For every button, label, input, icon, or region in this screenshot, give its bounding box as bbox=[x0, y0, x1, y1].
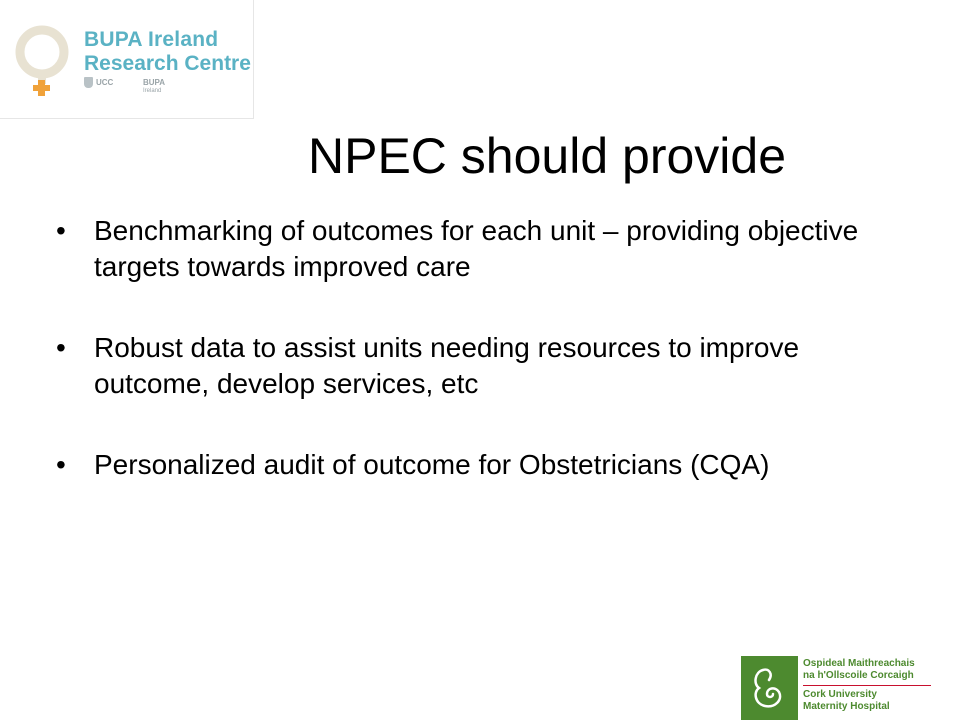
hospital-name-english-line1: Cork University bbox=[803, 689, 877, 700]
bullet-item bbox=[56, 330, 906, 402]
bullet-text: Robust data to assist units needing resources to improve outcome, develop services, etc bbox=[94, 332, 800, 399]
hospital-name-irish-line1: Ospideal Maithreachais bbox=[803, 658, 915, 669]
bullet-list bbox=[56, 213, 906, 528]
hospital-name-irish-line2: na h'Ollscoile Corcaigh bbox=[803, 670, 914, 681]
ucc-crest-icon bbox=[84, 77, 93, 88]
bullet-glyph: • bbox=[56, 332, 66, 363]
logo-sub-bupa-country: Ireland bbox=[143, 88, 162, 94]
cork-university-maternity-hospital-logo bbox=[741, 656, 931, 720]
bullet-glyph: • bbox=[56, 215, 66, 246]
logo-sub-ucc: UCC bbox=[96, 78, 114, 87]
bullet-item bbox=[56, 447, 906, 483]
bupa-research-centre-logo bbox=[0, 0, 254, 119]
bullet-item bbox=[56, 213, 906, 285]
logo-divider bbox=[803, 685, 931, 686]
bullet-glyph: • bbox=[56, 449, 66, 480]
hospital-name-english-line2: Maternity Hospital bbox=[803, 701, 890, 712]
logo-sub-bupa: BUPA bbox=[143, 78, 166, 87]
bullet-text: Personalized audit of outcome for Obstetricians (CQA) bbox=[94, 449, 770, 480]
logo-title-line2: Research Centre bbox=[84, 52, 251, 75]
bullet-text: Benchmarking of outcomes for each unit – providing objective targets towards improved care bbox=[94, 215, 859, 282]
logo-title-line1: BUPA Ireland bbox=[84, 28, 219, 51]
slide-title: NPEC should provide bbox=[307, 128, 787, 184]
hospital-emblem-icon bbox=[741, 656, 798, 720]
